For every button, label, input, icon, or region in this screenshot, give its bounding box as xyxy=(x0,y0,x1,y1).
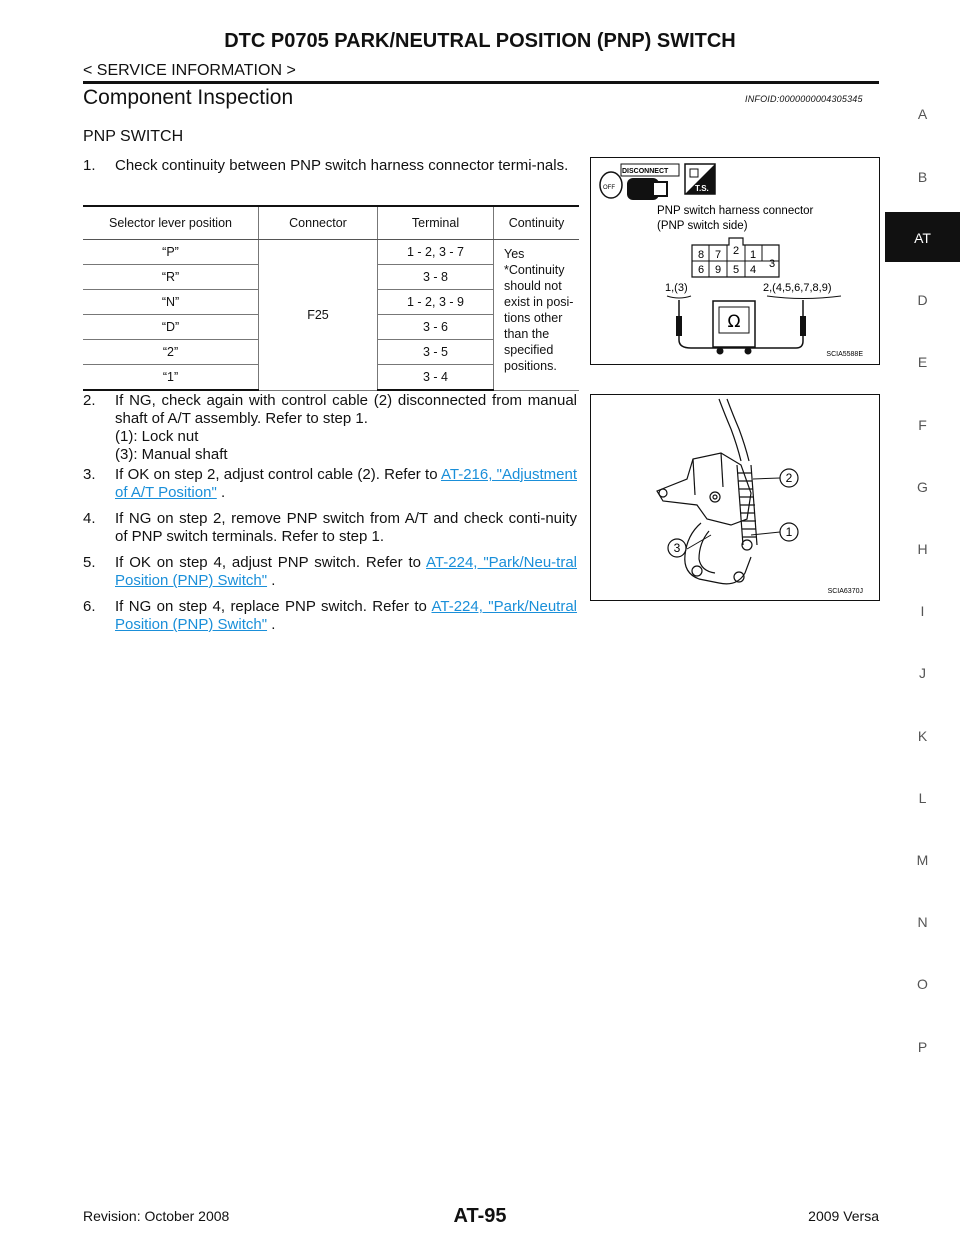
step-text-body: If OK on step 2, adjust control cable (2). Refer to xyxy=(115,466,441,483)
sidebar-tab-o[interactable]: O xyxy=(917,976,928,992)
manual-shaft-graphic xyxy=(591,395,879,600)
figure-connector-diagram xyxy=(590,157,880,365)
step-note-manual-shaft: (3): Manual shaft xyxy=(115,446,228,463)
callout-leader xyxy=(753,478,780,479)
step-text: If NG on step 2, remove PNP switch from A/T and check conti-nuity of PNP switch terminals. Refer to step 1. xyxy=(115,510,577,545)
step-6 xyxy=(83,598,577,634)
step-5 xyxy=(83,554,577,590)
sidebar-tab-l[interactable]: L xyxy=(918,790,927,806)
figure-manual-shaft xyxy=(590,394,880,601)
position-cell: “P” xyxy=(83,240,259,265)
column-header: Connector xyxy=(259,206,378,240)
breadcrumb: < SERVICE INFORMATION > xyxy=(83,62,296,79)
header-divider xyxy=(83,81,879,84)
pin-label: 9 xyxy=(714,264,722,276)
reference-link-at-216[interactable]: AT-216, "Adjustment of A/T Position" xyxy=(115,466,577,501)
connector-cell: F25 xyxy=(259,240,378,391)
ohm-symbol: Ω xyxy=(727,312,741,332)
column-header: Continuity xyxy=(494,206,580,240)
step-text: If NG, check again with control cable (2) disconnected from manual shaft of A/T assembly. Refer to step 1. xyxy=(115,392,577,427)
section-title: Component Inspection xyxy=(83,86,294,109)
step-text xyxy=(115,466,577,502)
terminal-cell: 3 - 4 xyxy=(378,365,494,391)
sidebar-tab-h[interactable]: H xyxy=(917,541,928,557)
step-number: 6. xyxy=(83,598,96,615)
sidebar-tab-d[interactable]: D xyxy=(917,292,928,308)
figure-code: SCIA5588E xyxy=(826,351,863,358)
connector-caption: PNP switch harness connector xyxy=(657,205,814,217)
terminal-cell: 3 - 5 xyxy=(378,340,494,365)
figure-code: SCIA6370J xyxy=(827,588,863,595)
step-text-tail: . xyxy=(267,616,276,633)
step-2 xyxy=(83,392,577,464)
step-text-tail: . xyxy=(216,484,226,501)
callout-leader xyxy=(751,532,780,535)
position-cell: “D” xyxy=(83,315,259,340)
page-header-title: DTC P0705 PARK/NEUTRAL POSITION (PNP) SWITCH xyxy=(224,30,736,52)
ts-label: T.S. xyxy=(695,184,709,193)
pin-label: 1 xyxy=(749,249,757,261)
step-text xyxy=(115,554,577,590)
footer-revision: Revision: October 2008 xyxy=(83,1208,230,1224)
pin-label: 5 xyxy=(732,264,740,276)
sidebar-tab-e[interactable]: E xyxy=(917,354,928,370)
terminal-cell: 3 - 6 xyxy=(378,315,494,340)
sidebar-tab-k[interactable]: K xyxy=(917,728,928,744)
sidebar-tab-m[interactable]: M xyxy=(916,852,929,868)
sidebar-tab-p[interactable]: P xyxy=(917,1039,928,1055)
position-cell: “1” xyxy=(83,365,259,391)
off-label: OFF xyxy=(603,185,615,191)
probe-right-label: 2,(4,5,6,7,8,9) xyxy=(763,282,832,294)
step-text-body: If NG on step 4, replace PNP switch. Refer to xyxy=(115,598,432,615)
pin-label: 8 xyxy=(697,249,705,261)
callout-number: 1 xyxy=(785,525,793,539)
probe-left-label: 1,(3) xyxy=(665,282,688,294)
step-number: 5. xyxy=(83,554,96,571)
sidebar-tab-i[interactable]: I xyxy=(920,603,925,619)
sidebar-tab-at[interactable]: AT xyxy=(914,230,931,246)
table-row xyxy=(83,240,579,265)
reference-link-at-224[interactable]: AT-224, "Park/Neu-tral Position (PNP) Switch" xyxy=(115,554,577,589)
sidebar-tab-b[interactable]: B xyxy=(917,169,928,185)
sidebar-tab-f[interactable]: F xyxy=(918,417,927,433)
step-1 xyxy=(83,157,577,175)
reference-link-at-224[interactable]: AT-224, "Park/Neutral Position (PNP) Switch" xyxy=(115,598,578,633)
column-header: Selector lever position xyxy=(83,206,259,240)
pin-label: 2 xyxy=(732,245,740,257)
step-text xyxy=(115,598,577,634)
pin-label: 4 xyxy=(749,264,757,276)
info-id: INFOID:0000000004305345 xyxy=(745,94,863,104)
position-cell: “R” xyxy=(83,265,259,290)
step-number: 4. xyxy=(83,510,96,527)
footer-model: 2009 Versa xyxy=(808,1208,879,1224)
terminal-cell: 1 - 2, 3 - 7 xyxy=(378,240,494,265)
table-header-row xyxy=(83,206,579,240)
terminal-cell: 3 - 8 xyxy=(378,265,494,290)
step-number: 2. xyxy=(83,392,96,409)
sidebar-tab-a[interactable]: A xyxy=(917,106,928,122)
continuity-cell: Yes *Continuity should not exist in posi-tions other than the specified positions. xyxy=(494,240,580,391)
column-header: Terminal xyxy=(378,206,494,240)
pin-label: 3 xyxy=(768,258,776,270)
position-cell: “N” xyxy=(83,290,259,315)
connector-caption-side: (PNP switch side) xyxy=(657,220,748,232)
sidebar-tab-j[interactable]: J xyxy=(919,665,926,681)
sidebar-tab-g[interactable]: G xyxy=(917,479,928,495)
step-text: Check continuity between PNP switch harness connector termi-nals. xyxy=(115,157,569,174)
disconnect-label: DISCONNECT xyxy=(622,168,669,175)
pin-label: 7 xyxy=(714,249,722,261)
step-text-tail: . xyxy=(267,572,276,589)
connector-diagram-graphic xyxy=(591,158,879,364)
step-number: 3. xyxy=(83,466,96,483)
step-note-lock-nut: (1): Lock nut xyxy=(115,428,199,445)
page-number: AT-95 xyxy=(453,1205,507,1227)
pin-label: 6 xyxy=(697,264,705,276)
step-3 xyxy=(83,466,577,502)
step-text-body: If OK on step 4, adjust PNP switch. Refer to xyxy=(115,554,427,571)
subsection-title: PNP SWITCH xyxy=(83,128,184,145)
sidebar-tab-n[interactable]: N xyxy=(917,914,928,930)
position-cell: “2” xyxy=(83,340,259,365)
step-number: 1. xyxy=(83,157,96,174)
continuity-table xyxy=(83,205,579,391)
terminal-cell: 1 - 2, 3 - 9 xyxy=(378,290,494,315)
callout-number: 3 xyxy=(673,541,681,555)
callout-number: 2 xyxy=(785,471,793,485)
step-4 xyxy=(83,510,577,546)
